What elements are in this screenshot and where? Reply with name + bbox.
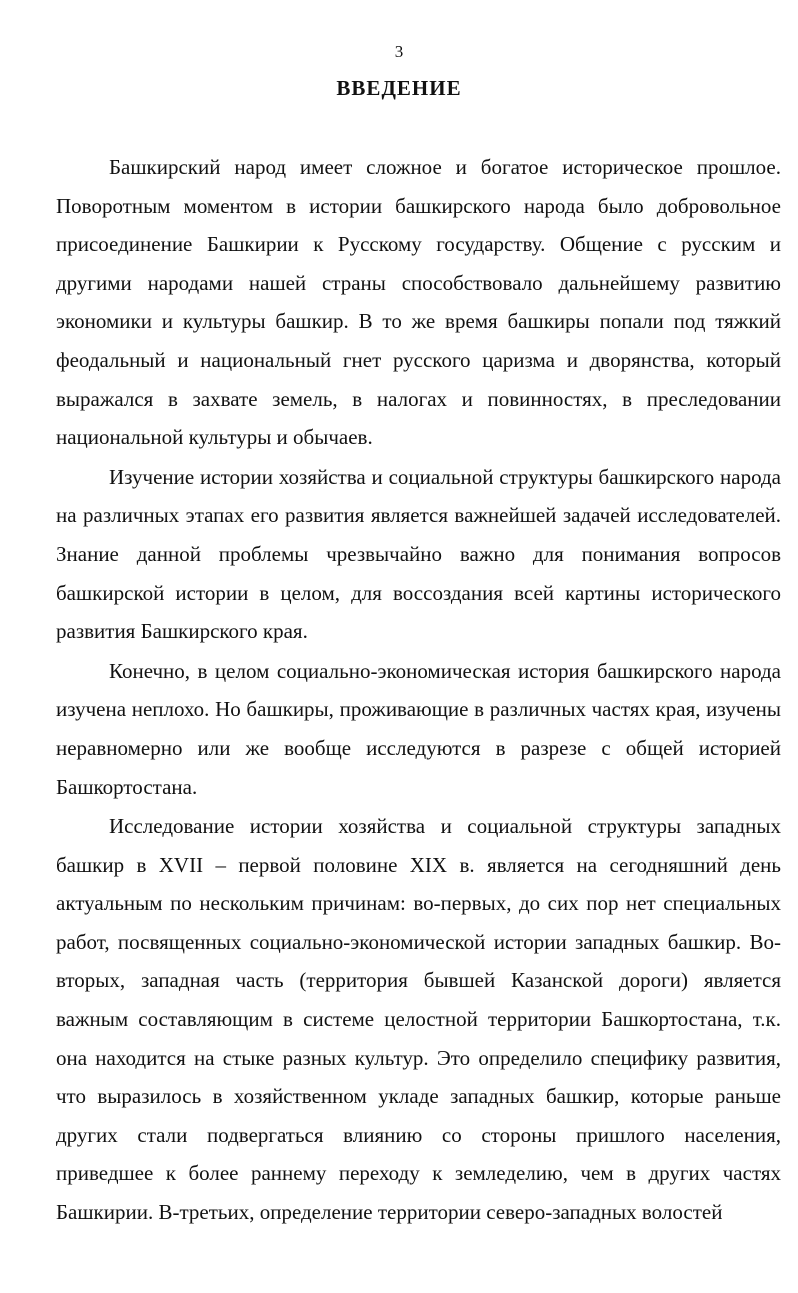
body-text — [56, 148, 781, 1232]
paragraph-1: Башкирский народ имеет сложное и богатое историческое прошлое. Поворотным моментом в истории башкирского народа было добровольное присоединение Башкирии к Русскому государству. Общение с русским и другими народами нашей страны способствовало дальнейшему развитию экономики и культуры башкир. В то же время башкиры попали под тяжкий феодальный и национальный гнет русского царизма и дворянства, который выражался в захвате земель, в налогах и повинностях, в преследовании национальной культуры и обычаев. — [56, 155, 781, 450]
page-number: 3 — [394, 42, 404, 61]
paragraph-2: Изучение истории хозяйства и социальной структуры башкирского народа на различных этапах его развития является важнейшей задачей исследователей. Знание данной проблемы чрезвычайно важно для понимания вопросов башкирской истории в целом, для воссоздания всей картины исторического развития Башкирского края. — [56, 464, 781, 644]
paragraph-4: Исследование истории хозяйства и социальной структуры западных башкир в XVII – первой половине XIX в. является на сегодняшний день актуальным по нескольким причинам: во-первых, до сих пор нет специальных работ, посвященных социально-экономической истории западных башкир. Во-вторых, западная часть (территория бывшей Казанской дороги) является важным составляющим в системе целостной территории Башкортостана, т.к. она находится на стыке разных культур. Это определило специфику развития, что выразилось в хозяйственном укладе западных башкир, которые раньше других стали подвергаться влиянию со стороны пришлого населения, приведшее к более раннему переходу к земледелию, чем в других частях Башкирии. В-третьих, определение территории северо-западных волостей — [56, 814, 781, 1225]
section-heading: ВВЕДЕНИЕ — [336, 76, 462, 100]
paragraph-3: Конечно, в целом социально-экономическая история башкирского народа изучена неплохо. Но башкиры, проживающие в различных частях края, изучены неравномерно или же вообще исследуются в разрезе с общей историей Башкортостана. — [56, 658, 781, 799]
